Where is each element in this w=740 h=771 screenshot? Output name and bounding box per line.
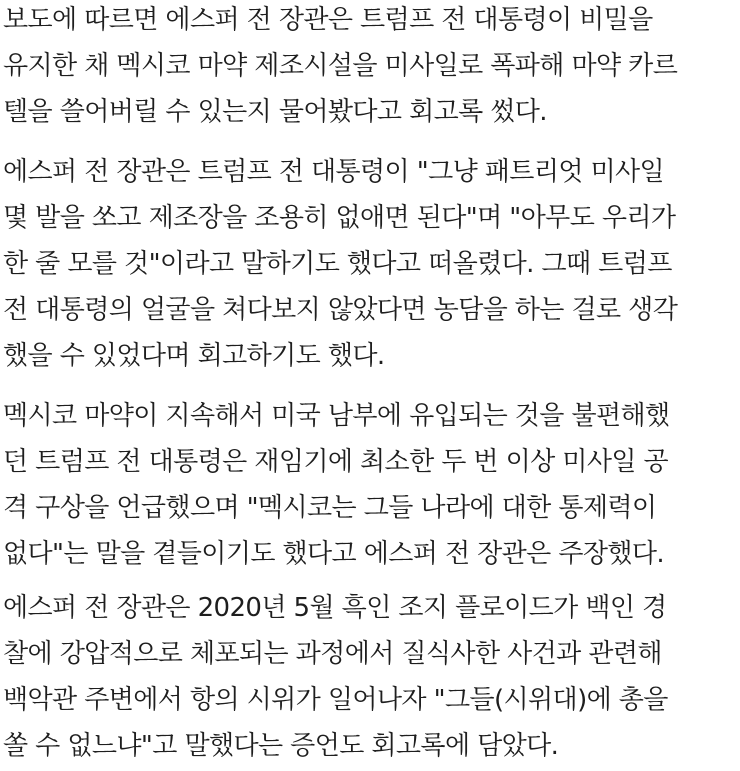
text-line: 쏠 수 없느냐"고 말했다는 증언도 회고록에 담았다. bbox=[3, 731, 559, 761]
paragraph-2 bbox=[3, 149, 677, 379]
text-line: 없다"는 말을 곁들이기도 했다고 에스퍼 전 장관은 주장했다. bbox=[3, 539, 665, 569]
text-line: 에스퍼 전 장관은 2020년 5월 흑인 조지 플로이드가 백인 경 bbox=[3, 593, 667, 623]
text-line: 전 대통령의 얼굴을 쳐다보지 않았다면 농담을 하는 걸로 생각 bbox=[3, 295, 678, 325]
paragraph-4 bbox=[3, 585, 668, 769]
text-line: 던 트럼프 전 대통령은 재임기에 최소한 두 번 이상 미사일 공 bbox=[3, 447, 669, 477]
text-line: 몇 발을 쏘고 제조장을 조용히 없애면 된다"며 "아무도 우리가 bbox=[3, 203, 676, 233]
text-line: 멕시코 마약이 지속해서 미국 남부에 유입되는 것을 불편해했 bbox=[3, 401, 670, 431]
text-line: 격 구상을 언급했으며 "멕시코는 그들 나라에 대한 통제력이 bbox=[3, 493, 657, 523]
text-line: 텔을 쓸어버릴 수 있는지 물어봤다고 회고록 썼다. bbox=[3, 97, 547, 127]
paragraph-1 bbox=[3, 0, 677, 135]
text-line: 유지한 채 멕시코 마약 제조시설을 미사일로 폭파해 마약 카르 bbox=[3, 51, 678, 81]
text-line: 백악관 주변에서 항의 시위가 일어나자 "그들(시위대)에 총을 bbox=[3, 685, 668, 715]
text-line: 에스퍼 전 장관은 트럼프 전 대통령이 "그냥 패트리엇 미사일 bbox=[3, 157, 665, 187]
paragraph-3 bbox=[3, 393, 670, 577]
text-line: 보도에 따르면 에스퍼 전 장관은 트럼프 전 대통령이 비밀을 bbox=[3, 5, 653, 35]
text-line: 한 줄 모를 것"이라고 말하기도 했다고 떠올렸다. 그때 트럼프 bbox=[3, 249, 672, 279]
text-line: 했을 수 있었다며 회고하기도 했다. bbox=[3, 341, 385, 371]
text-line: 찰에 강압적으로 체포되는 과정에서 질식사한 사건과 관련해 bbox=[3, 639, 662, 669]
